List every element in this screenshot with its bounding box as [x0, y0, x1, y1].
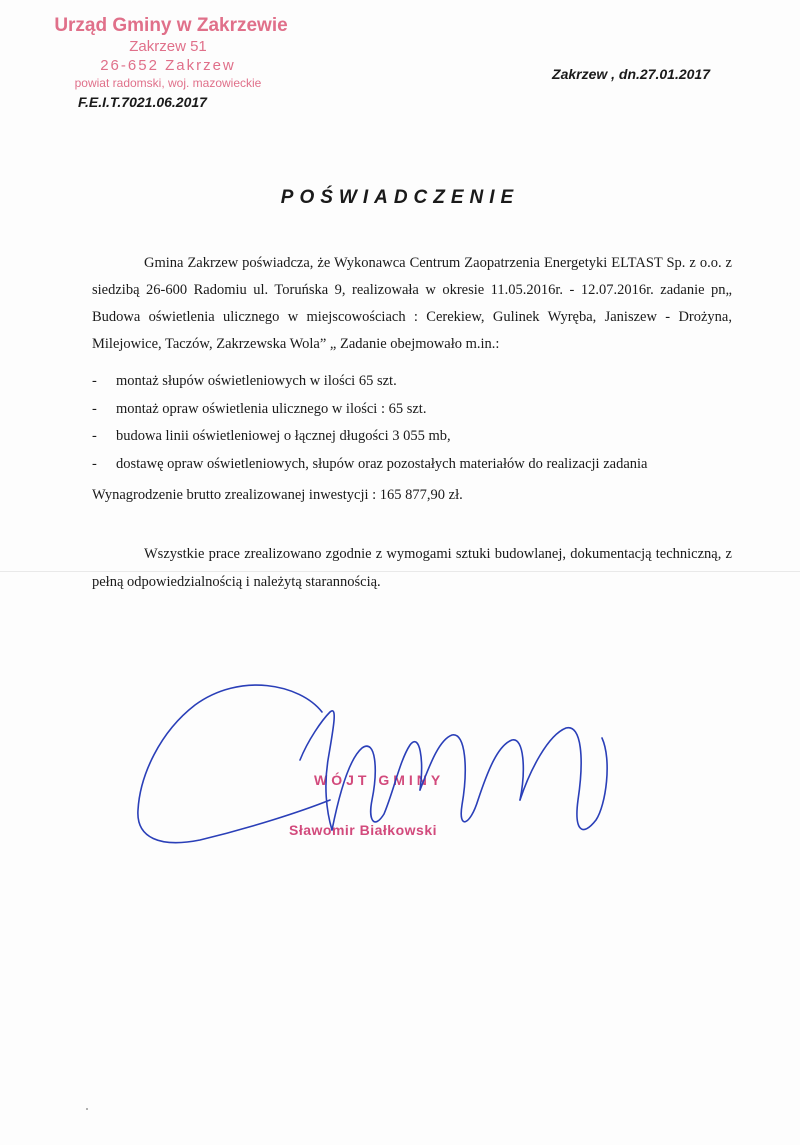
reference-number: F.E.I.T.7021.06.2017 [78, 94, 207, 110]
gross-amount: Wynagrodzenie brutto zrealizowanej inwestycji : 165 877,90 zł. [92, 487, 463, 503]
list-item: - budowa linii oświetleniowej o łącznej długości 3 055 mb, [92, 423, 732, 451]
stamp-address: Zakrzew 51 [129, 38, 207, 55]
list-item: - dostawę opraw oświetleniowych, słupów oraz pozostałych materiałów do realizacji zadania [92, 451, 732, 479]
mayor-name: Sławomir Białkowski [289, 822, 437, 838]
paper-speck [86, 1108, 88, 1110]
list-item: - montaż słupów oświetleniowych w ilości 65 szt. [92, 368, 732, 396]
list-item: - montaż opraw oświetlenia ulicznego w ilości : 65 szt. [92, 396, 732, 424]
mayor-role: WÓJT GMINY [314, 772, 445, 788]
closing-paragraph: Wszystkie prace zrealizowano zgodnie z wymogami sztuki budowlanej, dokumentacją techniczną, z pełną odpowiedzialnością i należytą starannością. [92, 546, 732, 590]
document-title: POŚWIADCZENIE [280, 187, 520, 208]
stamp-district: powiat radomski, woj. mazowieckie [74, 76, 262, 90]
stamp-office-name: Urząd Gminy w Zakrzewie [54, 15, 288, 36]
stamp-postal-code: 26-652 Zakrzew [100, 57, 236, 74]
document-date: Zakrzew , dn.27.01.2017 [552, 66, 710, 82]
intro-paragraph: Gmina Zakrzew poświadcza, że Wykonawca Centrum Zaopatrzenia Energetyki ELTAST Sp. z o.o. z siedzibą 26-600 Radomiu ul. Toruńska 9, realizowała w okresie 11.05.2016r. - 12.07.2016r. zadanie pn„ Budowa oświetlenia ulicznego w miejscowościach : Cerekiew, Gulinek Wyręba, Janiszew - Drożyna, Milejowice, Taczów, Zakrzewska Wola” „ Zadanie obejmowało m.in.: [92, 255, 732, 352]
